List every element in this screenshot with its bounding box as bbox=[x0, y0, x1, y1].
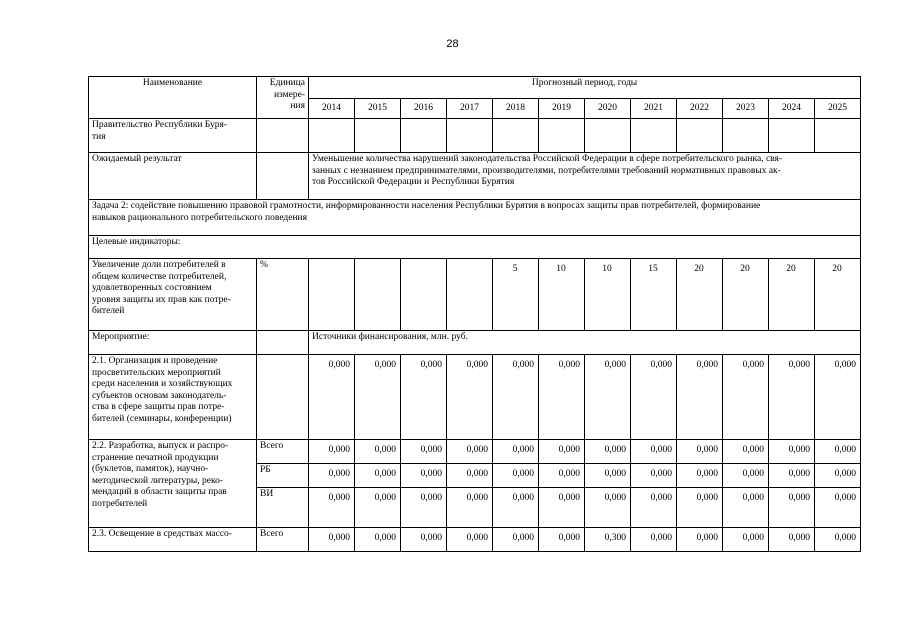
targets-label: Целевые индикаторы: bbox=[89, 236, 861, 259]
measure-2-2-rb-value: 0,000 bbox=[447, 464, 493, 488]
measure-2-1-name: 2.1. Организация и проведение просветительских мероприятий среди населения и хозяйствующих субъектов основам законодатель- ства в сфере защиты прав потре- бителей (семинары, конференции) bbox=[89, 355, 257, 440]
measure-2-2-total-value: 0,000 bbox=[815, 440, 861, 464]
measure-2-2-rb-value: 0,000 bbox=[309, 464, 355, 488]
year-2021: 2021 bbox=[631, 99, 677, 119]
measure-2-2-rb-value: 0,000 bbox=[401, 464, 447, 488]
measure-2-2-vi-value: 0,000 bbox=[723, 488, 769, 528]
indicator-row bbox=[89, 259, 861, 331]
indicator-value bbox=[447, 259, 493, 331]
indicator-value bbox=[355, 259, 401, 331]
year-2022: 2022 bbox=[677, 99, 723, 119]
measure-2-1-value: 0,000 bbox=[447, 355, 493, 440]
indicator-value: 20 bbox=[677, 259, 723, 331]
measure-2-2-total-value: 0,000 bbox=[539, 440, 585, 464]
measure-2-3-value: 0,000 bbox=[539, 528, 585, 552]
measure-2-1-value: 0,000 bbox=[815, 355, 861, 440]
measure-2-1-value: 0,000 bbox=[401, 355, 447, 440]
government-label: Правительство Республики Буря- тия bbox=[89, 119, 257, 153]
measure-2-2-rb-value: 0,000 bbox=[539, 464, 585, 488]
expected-result-label: Ожидаемый результат bbox=[89, 153, 257, 200]
measure-2-3-name: 2.3. Освещение в средствах массо- bbox=[89, 528, 257, 552]
measure-2-2-vi-value: 0,000 bbox=[677, 488, 723, 528]
measure-2-3-unit: Всего bbox=[257, 528, 309, 552]
measure-2-3-value: 0,000 bbox=[677, 528, 723, 552]
measure-2-2-vi-value: 0,000 bbox=[815, 488, 861, 528]
year-2025: 2025 bbox=[815, 99, 861, 119]
measure-2-2-vi-value: 0,000 bbox=[585, 488, 631, 528]
measure-2-2-rb-value: 0,000 bbox=[815, 464, 861, 488]
activity-label: Мероприятие: bbox=[89, 331, 257, 355]
page-number: 28 bbox=[446, 38, 459, 50]
measure-2-3-value: 0,000 bbox=[723, 528, 769, 552]
measure-2-1-value: 0,000 bbox=[309, 355, 355, 440]
measure-2-2-rb-value: 0,000 bbox=[769, 464, 815, 488]
measure-2-2-unit-rb: РБ bbox=[257, 464, 309, 488]
measure-2-3-value: 0,000 bbox=[401, 528, 447, 552]
year-2024: 2024 bbox=[769, 99, 815, 119]
measure-2-2-total-value: 0,000 bbox=[493, 440, 539, 464]
year-2014: 2014 bbox=[309, 99, 355, 119]
measure-2-2-rb-value: 0,000 bbox=[493, 464, 539, 488]
measure-2-2-rb-value: 0,000 bbox=[631, 464, 677, 488]
year-2020: 2020 bbox=[585, 99, 631, 119]
measure-2-2-vi-value: 0,000 bbox=[493, 488, 539, 528]
header-name: Наименование bbox=[89, 77, 257, 119]
measure-2-2-vi-value: 0,000 bbox=[309, 488, 355, 528]
measure-2-2-unit-vi: ВИ bbox=[257, 488, 309, 528]
header-unit: Единица измере- ния bbox=[257, 77, 309, 119]
measure-2-1-value: 0,000 bbox=[769, 355, 815, 440]
measure-2-1-value: 0,000 bbox=[585, 355, 631, 440]
year-2018: 2018 bbox=[493, 99, 539, 119]
measure-2-2-total-value: 0,000 bbox=[723, 440, 769, 464]
expected-result-row bbox=[89, 153, 861, 200]
measure-2-2-vi-value: 0,000 bbox=[401, 488, 447, 528]
indicator-value bbox=[401, 259, 447, 331]
measure-2-1-row bbox=[89, 355, 861, 440]
measure-2-3-value: 0,000 bbox=[631, 528, 677, 552]
indicator-value: 20 bbox=[769, 259, 815, 331]
targets-row bbox=[89, 236, 861, 259]
activity-row bbox=[89, 331, 861, 355]
expected-result-text: Уменьшение количества нарушений законодательства Российской Федерации в сфере потребительского рынка, свя- занных с незнанием предпринимателями, производителями, потребителями требований нормативных правовых ак- тов Российской Федерации и Республики Бурятия bbox=[309, 153, 861, 200]
indicator-value: 15 bbox=[631, 259, 677, 331]
task-2-text: Задача 2: содействие повышению правовой грамотности, информированности населения Республики Бурятия в вопросах защиты прав потребителей, формирование навыков рационального потребительского поведения bbox=[89, 200, 861, 236]
measure-2-3-value: 0,000 bbox=[309, 528, 355, 552]
measure-2-3-value: 0,300 bbox=[585, 528, 631, 552]
measure-2-2-rb-value: 0,000 bbox=[677, 464, 723, 488]
measure-2-2-vi-value: 0,000 bbox=[447, 488, 493, 528]
measure-2-2-total-row bbox=[89, 440, 861, 464]
measure-2-1-value: 0,000 bbox=[355, 355, 401, 440]
measure-2-2-total-value: 0,000 bbox=[769, 440, 815, 464]
indicator-value bbox=[309, 259, 355, 331]
measure-2-2-vi-value: 0,000 bbox=[631, 488, 677, 528]
year-2017: 2017 bbox=[447, 99, 493, 119]
year-2015: 2015 bbox=[355, 99, 401, 119]
government-row bbox=[89, 119, 861, 153]
measure-2-1-value: 0,000 bbox=[631, 355, 677, 440]
task-row bbox=[89, 200, 861, 236]
indicator-value: 10 bbox=[539, 259, 585, 331]
measure-2-1-value: 0,000 bbox=[539, 355, 585, 440]
measure-2-1-value: 0,000 bbox=[493, 355, 539, 440]
measure-2-3-value: 0,000 bbox=[815, 528, 861, 552]
header-row bbox=[89, 77, 861, 99]
indicator-value: 5 bbox=[493, 259, 539, 331]
measure-2-2-total-value: 0,000 bbox=[401, 440, 447, 464]
measure-2-2-rb-value: 0,000 bbox=[355, 464, 401, 488]
measure-2-2-rb-value: 0,000 bbox=[585, 464, 631, 488]
measure-2-2-total-value: 0,000 bbox=[355, 440, 401, 464]
measure-2-1-value: 0,000 bbox=[677, 355, 723, 440]
indicator-value: 20 bbox=[815, 259, 861, 331]
measure-2-1-unit bbox=[257, 355, 309, 440]
measure-2-3-value: 0,000 bbox=[769, 528, 815, 552]
measure-2-2-total-value: 0,000 bbox=[631, 440, 677, 464]
measure-2-3-value: 0,000 bbox=[447, 528, 493, 552]
measure-2-2-total-value: 0,000 bbox=[677, 440, 723, 464]
indicator-value: 20 bbox=[723, 259, 769, 331]
indicator-value: 10 bbox=[585, 259, 631, 331]
measure-2-2-total-value: 0,000 bbox=[585, 440, 631, 464]
measure-2-2-total-value: 0,000 bbox=[309, 440, 355, 464]
measure-2-3-row bbox=[89, 528, 861, 552]
measure-2-2-vi-value: 0,000 bbox=[769, 488, 815, 528]
header-forecast: Прогнозный период, годы bbox=[309, 77, 861, 99]
program-table bbox=[88, 76, 861, 552]
funding-label: Источники финансирования, млн. руб. bbox=[309, 331, 861, 355]
measure-2-1-value: 0,000 bbox=[723, 355, 769, 440]
measure-2-3-value: 0,000 bbox=[493, 528, 539, 552]
measure-2-3-value: 0,000 bbox=[355, 528, 401, 552]
indicator-unit: % bbox=[257, 259, 309, 331]
measure-2-2-name: 2.2. Разработка, выпуск и распро- странение печатной продукции (буклетов, памяток), научно- методической литературы, реко- мендаций в области защиты прав потребителей bbox=[89, 440, 257, 528]
measure-2-2-unit-total: Всего bbox=[257, 440, 309, 464]
indicator-name: Увеличение доли потребителей в общем количестве потребителей, удовлетворенных состоянием уровня защиты их прав как потре- бителей bbox=[89, 259, 257, 331]
measure-2-2-total-value: 0,000 bbox=[447, 440, 493, 464]
measure-2-2-vi-value: 0,000 bbox=[539, 488, 585, 528]
measure-2-2-rb-value: 0,000 bbox=[723, 464, 769, 488]
measure-2-2-vi-value: 0,000 bbox=[355, 488, 401, 528]
year-2023: 2023 bbox=[723, 99, 769, 119]
year-2016: 2016 bbox=[401, 99, 447, 119]
year-2019: 2019 bbox=[539, 99, 585, 119]
